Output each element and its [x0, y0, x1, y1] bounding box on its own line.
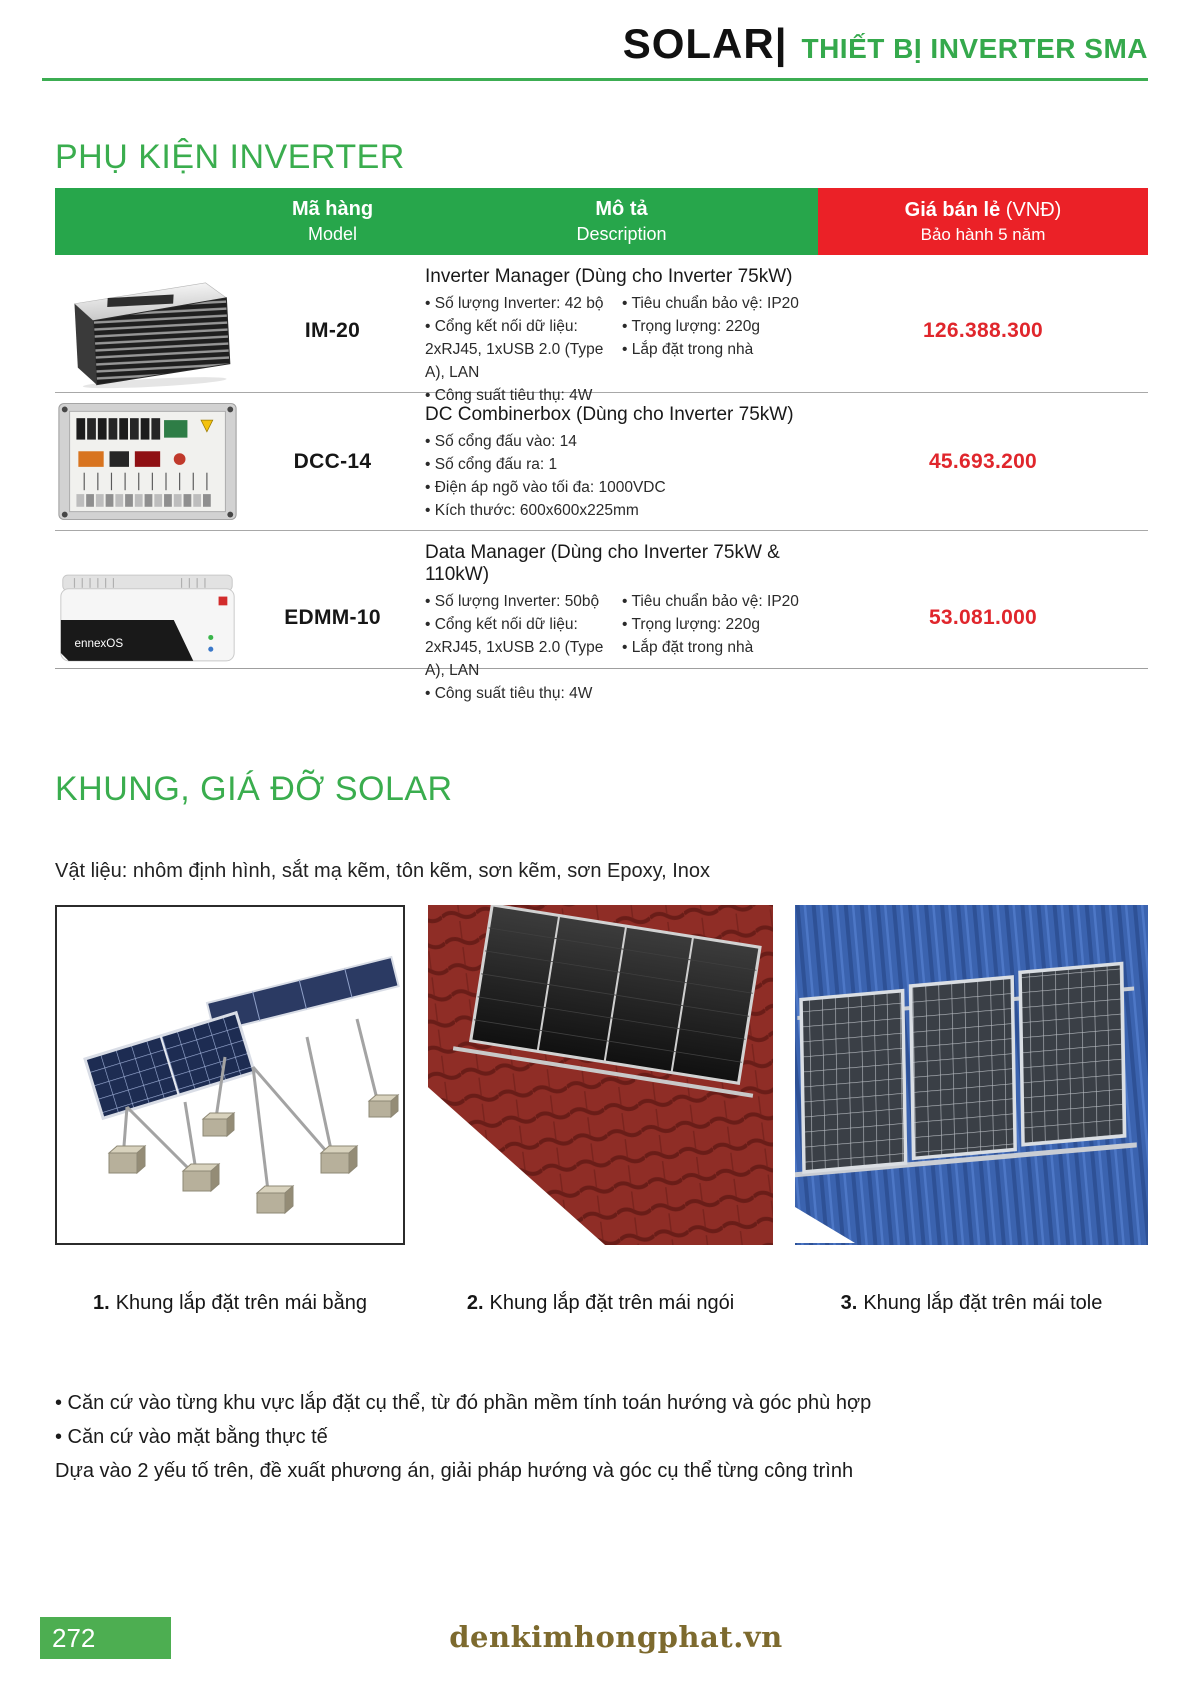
model-code: EDMM-10 [284, 606, 381, 629]
header-subtitle: THIẾT BỊ INVERTER SMA [801, 33, 1148, 64]
dc-combinerbox-image [55, 399, 240, 524]
header-divider [42, 78, 1148, 81]
col-price-label [905, 199, 1062, 222]
model-code: DCC-14 [293, 449, 372, 473]
col-desc-label: Mô tả [595, 198, 648, 220]
product-title: Inverter Manager (Dùng cho Inverter 75kW) [425, 266, 793, 287]
model-code: IM-20 [304, 319, 361, 342]
table-header-row [55, 188, 1148, 255]
note-line: • Căn cứ vào từng khu vực lắp đặt cụ thể, từ đó phần mềm tính toán hướng và góc phù hợp [55, 1392, 872, 1414]
price-label-unit: (VNĐ) [1000, 198, 1062, 221]
section-title-mounting: KHUNG, GIÁ ĐỠ SOLAR [55, 770, 453, 808]
product-title: Data Manager (Dùng cho Inverter 75kW & 110kW) [425, 542, 780, 585]
table-header-price [818, 188, 1148, 255]
metal-roof-mounting-image [795, 905, 1148, 1245]
product-image-cell [55, 255, 240, 407]
figure-number: 3. [840, 1292, 858, 1314]
note-line: • Căn cứ vào mặt bằng thực tế [55, 1426, 328, 1448]
description-cell [425, 255, 818, 407]
materials-line: Vật liệu: nhôm định hình, sắt mạ kẽm, tôn kẽm, sơn kẽm, sơn Epoxy, Inox [55, 860, 711, 882]
spec-line: • Cổng kết nối dữ liệu: [425, 616, 578, 633]
table-row [55, 255, 1148, 404]
figure-caption [428, 1292, 773, 1315]
retail-price: 53.081.000 [928, 606, 1038, 629]
spec-line: • Công suất tiêu thụ: 4W [425, 685, 593, 702]
spec-line: • Tiêu chuẩn bảo vệ: IP20 [622, 593, 799, 610]
spec-line: • Số lượng Inverter: 42 bộ [425, 295, 604, 312]
spec-line: • Trọng lượng: 220g [622, 318, 760, 335]
description-cell [425, 531, 818, 705]
figure-caption-text: Khung lắp đặt trên mái tole [863, 1292, 1103, 1314]
spec-line: • Số cổng đấu vào: 14 [425, 433, 577, 450]
table-row [55, 392, 1148, 530]
retail-price: 45.693.200 [928, 449, 1038, 473]
spec-line: • Kích thước: 600x600x225mm [425, 502, 639, 519]
product-image-cell [55, 393, 240, 530]
product-title: DC Combinerbox (Dùng cho Inverter 75kW) [425, 404, 794, 425]
data-manager-image [55, 558, 240, 678]
table-row [55, 530, 1148, 702]
page-header [55, 20, 1148, 70]
spec-line: • Tiêu chuẩn bảo vệ: IP20 [622, 295, 799, 312]
page-number-badge: 272 [40, 1617, 171, 1659]
product-image-cell [55, 531, 240, 705]
spec-line: • Lắp đặt trong nhà [622, 341, 754, 358]
flat-roof-mounting-image [55, 905, 405, 1245]
col-model-sublabel: Model [307, 224, 358, 244]
spec-line: • Điện áp ngõ vào tối đa: 1000VDC [425, 479, 666, 496]
price-label-bold: Giá bán lẻ [904, 198, 1001, 221]
spec-line: • Cổng kết nối dữ liệu: [425, 318, 578, 335]
table-header-description [425, 188, 818, 255]
col-price-sublabel: Bảo hành 5 năm [920, 224, 1046, 244]
spec-line: • Số cổng đấu ra: 1 [425, 456, 558, 473]
section-title-accessories: PHỤ KIỆN INVERTER [55, 138, 405, 176]
table-header-model [240, 188, 425, 255]
col-model-label: Mã hàng [291, 198, 374, 220]
installation-notes [55, 1386, 1055, 1488]
col-desc-sublabel: Description [576, 224, 667, 244]
brand-logo: SOLAR| [622, 20, 788, 67]
figure-caption-text: Khung lắp đặt trên mái ngói [489, 1292, 735, 1314]
spec-line: • Số lượng Inverter: 50bộ [425, 593, 600, 610]
spec-line: 2xRJ45, 1xUSB 2.0 (Type A), LAN [425, 639, 604, 679]
note-line: Dựa vào 2 yếu tố trên, đề xuất phương án, giải pháp hướng và góc cụ thể từng công trình [55, 1460, 854, 1482]
figure-caption-text: Khung lắp đặt trên mái bằng [115, 1292, 367, 1314]
figure-number: 2. [466, 1292, 484, 1314]
spec-line: • Lắp đặt trong nhà [622, 639, 754, 656]
retail-price: 126.388.300 [922, 319, 1044, 342]
tile-roof-mounting-image [428, 905, 773, 1245]
description-cell [425, 393, 818, 530]
table-header-image-col [55, 188, 240, 255]
figure-caption [795, 1292, 1148, 1315]
figure-caption [55, 1292, 405, 1315]
spec-line: 2xRJ45, 1xUSB 2.0 (Type A), LAN [425, 341, 604, 381]
spec-line: • Trọng lượng: 220g [622, 616, 760, 633]
accessories-table [55, 188, 1148, 702]
inverter-manager-image [60, 272, 235, 390]
device-label-ennexos: ennexOS [74, 637, 124, 651]
figure-number: 1. [93, 1292, 110, 1314]
spec-line: • Công suất tiêu thụ: 4W [425, 387, 593, 404]
website-watermark: denkimhongphat.vn [449, 1620, 783, 1654]
